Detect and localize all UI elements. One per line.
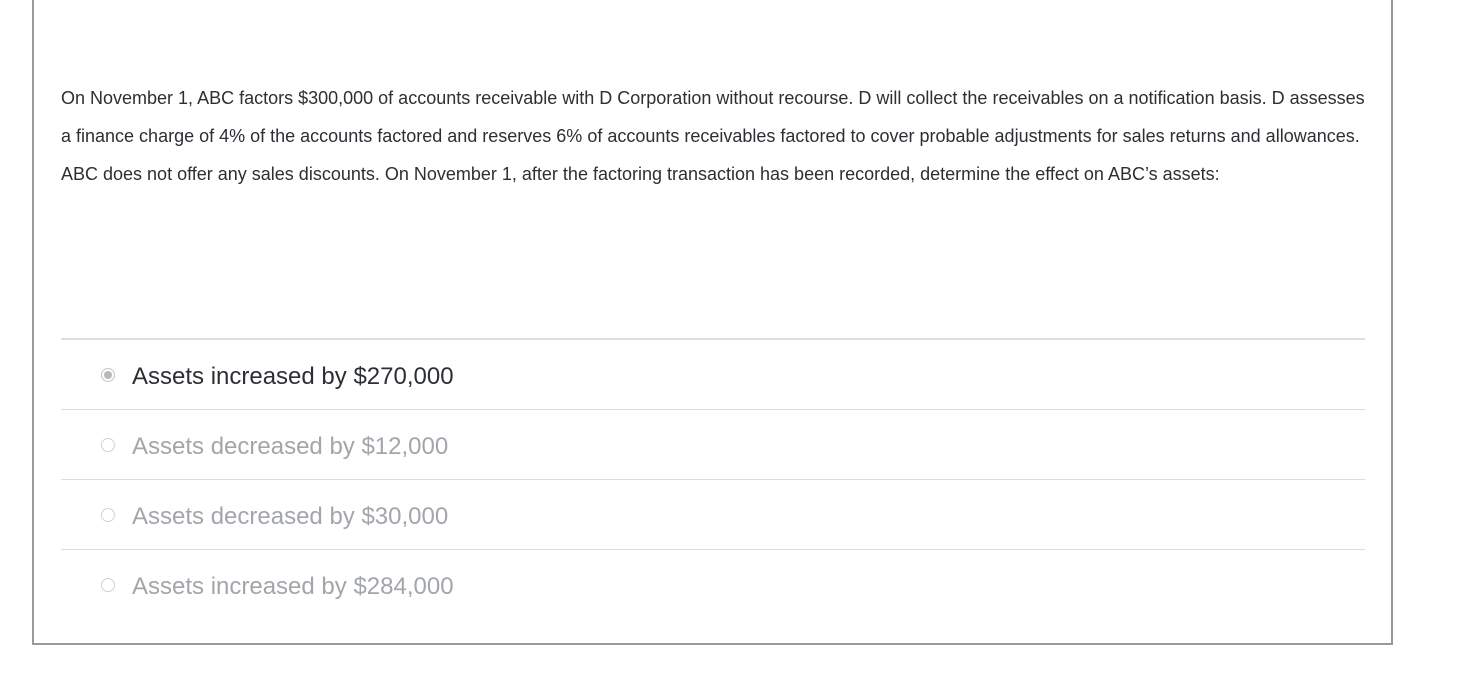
answer-options xyxy=(61,338,1365,619)
answer-option-3[interactable] xyxy=(61,480,1365,550)
question-card xyxy=(32,0,1393,645)
answer-option-4[interactable] xyxy=(61,550,1365,619)
answer-label: Assets increased by $270,000 xyxy=(132,363,454,390)
radio-button[interactable] xyxy=(101,508,115,522)
radio-button[interactable] xyxy=(101,578,115,592)
answer-label: Assets decreased by $30,000 xyxy=(132,503,449,530)
question-text: On November 1, ABC factors $300,000 of accounts receivable with D Corporation without recourse. D will collect the receivables on a notification basis. D assesses a finance charge of 4% of the accounts factored and reserves 6% of accounts receivables factored to cover probable adjustments for sales returns and allowances. ABC does not offer any sales discounts. On November 1, after the factoring transaction has been recorded, determine the effect on ABC’s assets: xyxy=(61,88,1365,184)
answer-option-2[interactable] xyxy=(61,410,1365,480)
answer-label: Assets decreased by $12,000 xyxy=(132,433,449,460)
answer-label: Assets increased by $284,000 xyxy=(132,573,454,600)
answer-option-1[interactable] xyxy=(61,340,1365,410)
radio-button[interactable] xyxy=(101,438,115,452)
radio-button-selected[interactable] xyxy=(101,368,115,382)
